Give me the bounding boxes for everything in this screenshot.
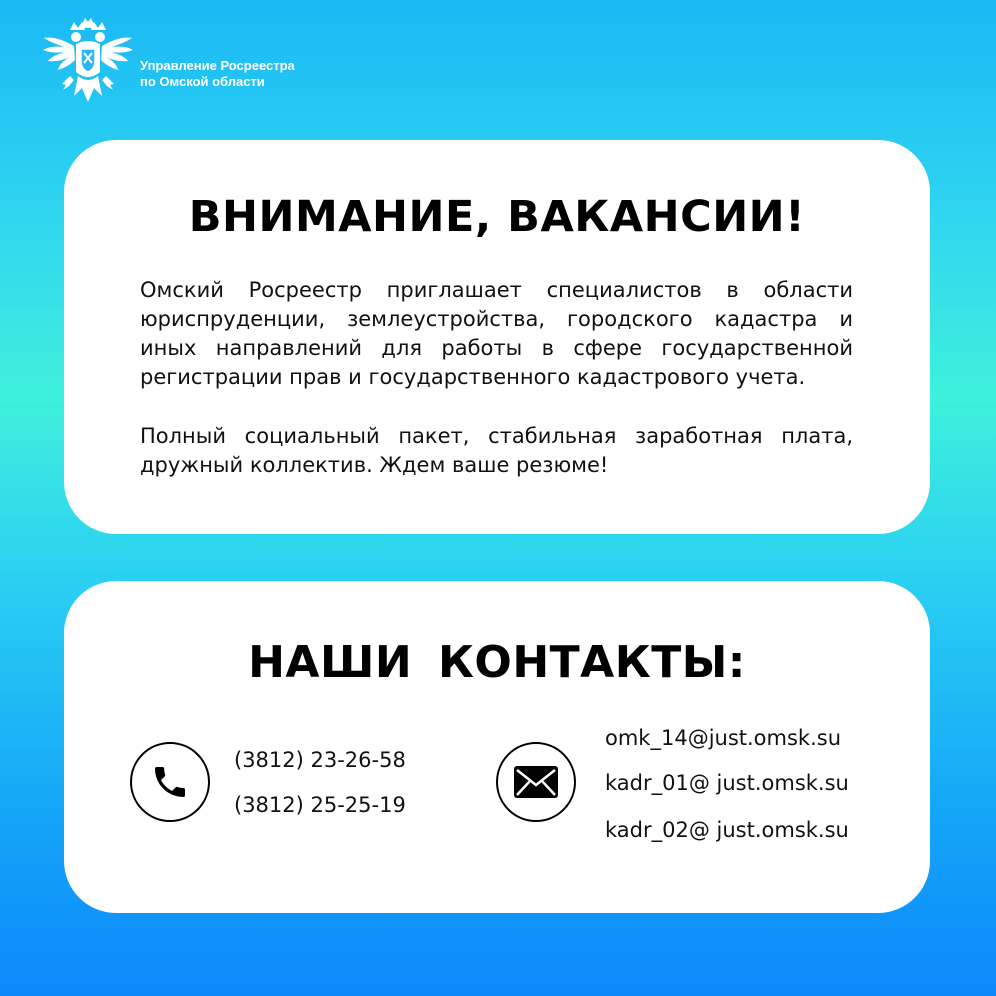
contacts-title: НАШИ КОНТАКТЫ: bbox=[248, 637, 746, 688]
contacts-card bbox=[64, 581, 930, 913]
organization-name bbox=[140, 58, 295, 90]
vacancy-benefits: Полный социальный пакет, стабильная заработная плата, дружный коллектив. Ждем ваше резюме! bbox=[140, 424, 853, 477]
email-1[interactable]: omk_14@just.omsk.su bbox=[605, 726, 842, 750]
eagle-emblem-icon bbox=[40, 16, 136, 112]
vacancy-title: ВНИМАНИЕ, ВАКАНСИИ! bbox=[188, 192, 806, 242]
vacancy-card bbox=[64, 140, 930, 534]
email-3[interactable]: kadr_02@ just.omsk.su bbox=[605, 818, 849, 842]
phone-number-2[interactable]: (3812) 25-25-19 bbox=[234, 793, 406, 817]
envelope-icon bbox=[496, 742, 576, 822]
phone-icon bbox=[130, 742, 210, 822]
organization-name-line1: Управление Росреестра bbox=[140, 58, 295, 73]
email-2[interactable]: kadr_01@ just.omsk.su bbox=[605, 771, 849, 795]
phone-number-1[interactable]: (3812) 23-26-58 bbox=[234, 748, 406, 772]
organization-name-line2: по Омской области bbox=[140, 74, 265, 89]
vacancy-description: Омский Росреестр приглашает специалистов в области юриспруденции, землеустройства, городского кадастра и иных направлений для работы в сфере государственной регистрации прав и государственного кадастрового учета. bbox=[140, 278, 853, 389]
